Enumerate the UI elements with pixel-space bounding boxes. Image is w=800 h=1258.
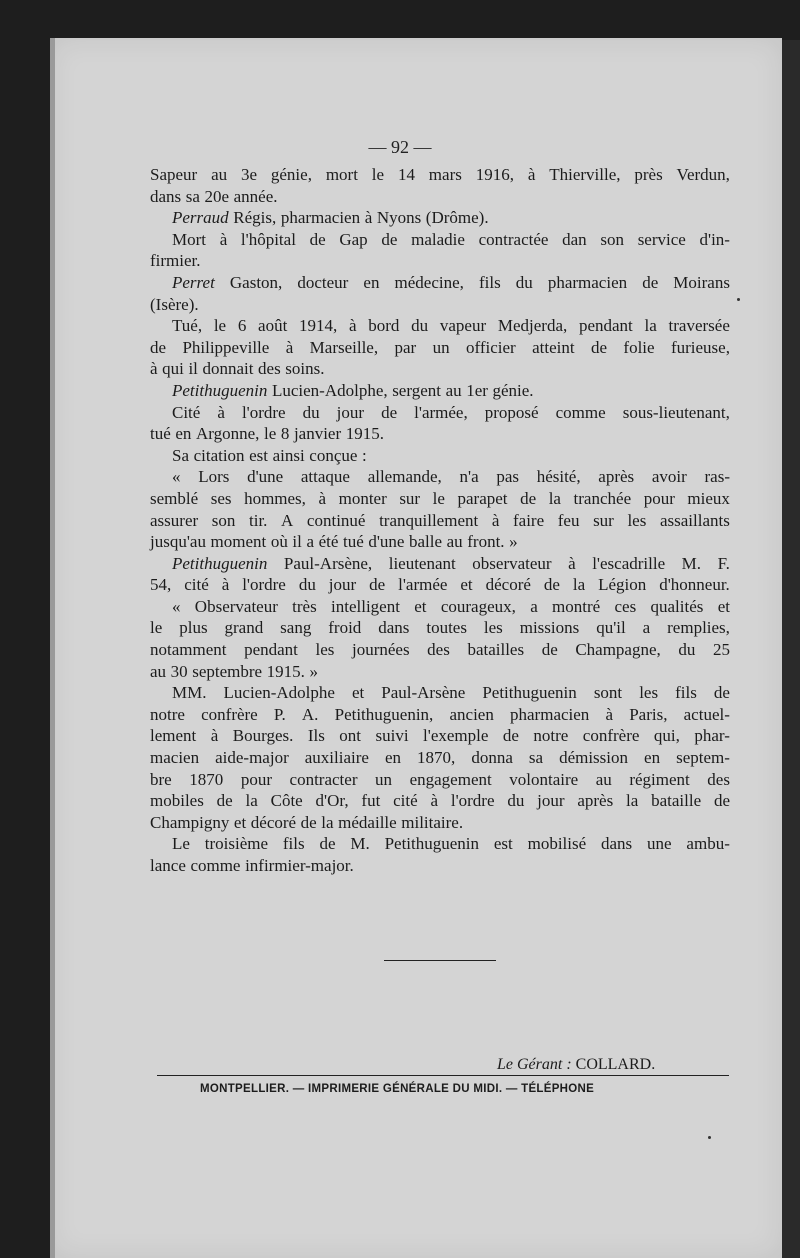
signature-name: COLLARD.	[575, 1056, 656, 1073]
text-line: Le troisième fils de M. Petithuguenin est mobilisé dans une ambu-	[172, 834, 730, 854]
text-line: Champigny et décoré de la médaille militaire.	[150, 812, 464, 832]
printer-footer: MONTPELLIER. — IMPRIMERIE GÉNÉRALE DU MIDI. — TÉLÉPHONE	[200, 1083, 595, 1095]
text-line: dans sa 20e année.	[150, 186, 278, 206]
body-text	[150, 164, 730, 877]
text-line: de Philippeville à Marseille, par un officier atteint de folie furieuse,	[150, 337, 730, 357]
end-rule	[384, 960, 496, 961]
text-line: Cité à l'ordre du jour de l'armée, proposé comme sous-lieutenant,	[172, 402, 730, 422]
text-line: macien aide-major auxiliaire en 1870, donna sa démission en septem-	[150, 748, 730, 768]
text-line: MM. Lucien-Adolphe et Paul-Arsène Petithuguenin sont les fils de	[172, 683, 730, 703]
text-line: lement à Bourges. Ils ont suivi l'exemple de notre confrère qui, phar-	[150, 726, 730, 746]
text-line: au 30 septembre 1915. »	[150, 661, 318, 681]
speck	[708, 1136, 711, 1139]
text-line: Petithuguenin Lucien-Adolphe, sergent au 1er génie.	[172, 380, 534, 400]
text-line: tué en Argonne, le 8 janvier 1915.	[150, 424, 384, 444]
text-line: Petithuguenin Paul-Arsène, lieutenant observateur à l'escadrille M. F.	[172, 553, 730, 573]
text-line: à qui il donnait des soins.	[150, 359, 325, 379]
text-line: Tué, le 6 août 1914, à bord du vapeur Medjerda, pendant la traversée	[172, 316, 730, 336]
text-line: notamment pendant les journées des batailles de Champagne, du 25	[150, 640, 730, 660]
text-line: « Observateur très intelligent et courageux, a montré ces qualités et	[172, 596, 730, 616]
text-line: Sapeur au 3e génie, mort le 14 mars 1916, à Thierville, près Verdun,	[150, 165, 730, 184]
footer-rule	[157, 1075, 729, 1076]
text-line: Sa citation est ainsi conçue :	[172, 445, 367, 465]
text-line: lance comme infirmier-major.	[150, 856, 354, 875]
text-line: 54, cité à l'ordre du jour de l'armée et décoré de la Légion d'honneur.	[150, 575, 730, 595]
text-line: bre 1870 pour contracter un engagement volontaire au régiment des	[150, 769, 730, 789]
text-line: firmier.	[150, 251, 201, 271]
page-left-edge	[50, 38, 55, 1258]
text-line: assurer son tir. A continué tranquillement à faire feu sur les assaillants	[150, 510, 730, 530]
text-line: mobiles de la Côte d'Or, fut cité à l'ordre du jour après la bataille de	[150, 791, 730, 811]
text-line: (Isère).	[150, 294, 199, 314]
text-line: jusqu'au moment où il a été tué d'une balle au front. »	[150, 532, 518, 552]
text-line: Perraud Régis, pharmacien à Nyons (Drôme).	[172, 208, 489, 228]
speck	[737, 298, 740, 301]
page-number: — 92 —	[368, 137, 432, 157]
text-line: notre confrère P. A. Petithuguenin, ancien pharmacien à Paris, actuel-	[150, 704, 730, 724]
signature	[497, 1056, 655, 1074]
text-line: le plus grand sang froid dans toutes les missions qu'il a remplies,	[150, 618, 730, 638]
text-line: Mort à l'hôpital de Gap de maladie contractée dan son service d'in-	[172, 229, 730, 249]
text-line: Perret Gaston, docteur en médecine, fils du pharmacien de Moirans	[172, 272, 730, 292]
text-line: « Lors d'une attaque allemande, n'a pas hésité, après avoir ras-	[172, 467, 730, 487]
signature-label: Le Gérant :	[497, 1056, 572, 1073]
text-line: semblé ses hommes, à monter sur le parapet de la tranchée pour mieux	[150, 488, 730, 508]
